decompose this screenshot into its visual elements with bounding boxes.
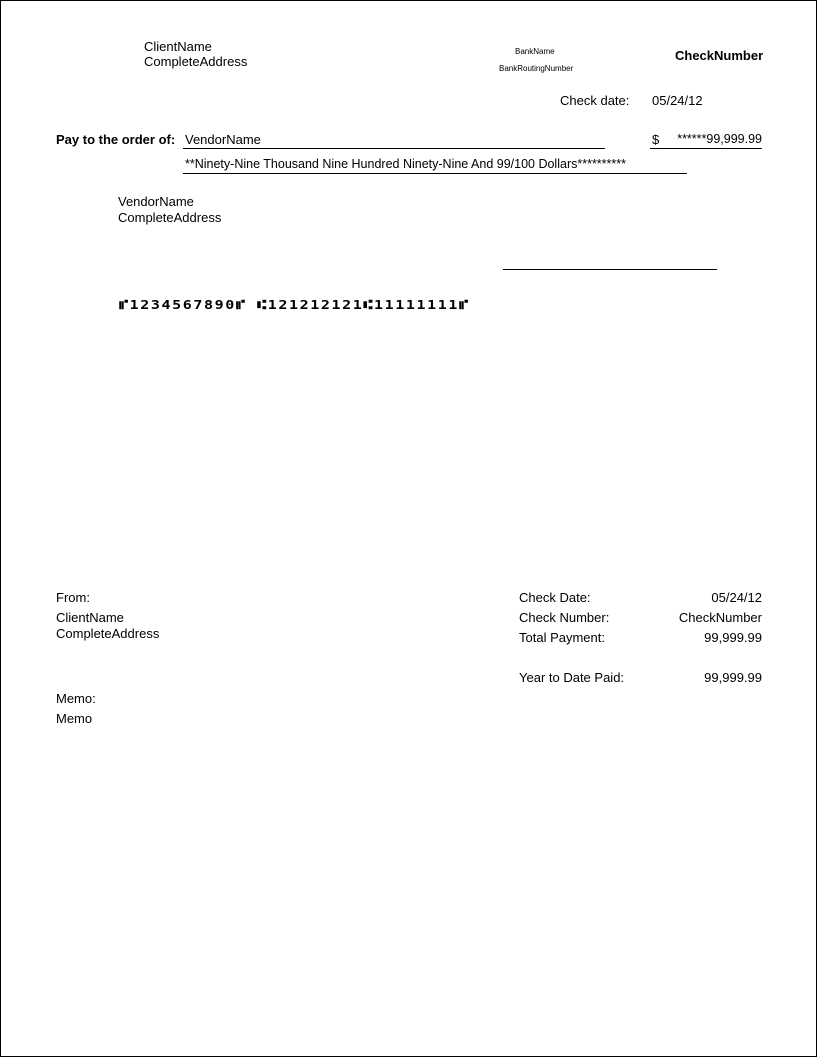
stub-ytd-value: 99,999.99	[704, 670, 762, 685]
stub-check-date-label: Check Date:	[519, 590, 591, 605]
stub-ytd-label: Year to Date Paid:	[519, 670, 625, 685]
stub-check-date-value: 05/24/12	[711, 590, 762, 605]
dollar-sign: $	[652, 132, 660, 147]
payee-name: VendorName	[185, 132, 261, 147]
stub-client-name: ClientName	[56, 610, 124, 625]
amount-underline	[650, 148, 762, 149]
vendor-name: VendorName	[118, 194, 194, 209]
bank-routing-number: BankRoutingNumber	[499, 64, 574, 73]
pay-to-label: Pay to the order of:	[56, 132, 176, 147]
amount-words-underline	[183, 173, 687, 174]
signature-line	[503, 269, 717, 270]
client-address: CompleteAddress	[144, 54, 248, 69]
stub-from-label: From:	[56, 590, 90, 605]
amount-in-words: **Ninety-Nine Thousand Nine Hundred Ninety-Nine And 99/100 Dollars**********	[185, 157, 626, 171]
stub-check-number-value: CheckNumber	[678, 610, 762, 625]
stub-total-payment-value: 99,999.99	[704, 630, 762, 645]
micr-line: ⑈1234567890⑈ ⑆121212121⑆11111111⑈	[119, 297, 470, 313]
stub-check-number-label: Check Number:	[519, 610, 610, 625]
check-date-label: Check date:	[560, 93, 630, 108]
check-amount: ******99,999.99	[677, 132, 762, 146]
bank-name: BankName	[515, 47, 555, 56]
check-date-value: 05/24/12	[652, 93, 703, 108]
stub-total-payment-label: Total Payment:	[519, 630, 605, 645]
check-number: CheckNumber	[675, 48, 764, 63]
stub-memo-value: Memo	[56, 711, 93, 726]
vendor-address: CompleteAddress	[118, 210, 222, 225]
payee-underline	[183, 148, 605, 149]
client-name: ClientName	[144, 39, 212, 54]
stub-memo-label: Memo:	[56, 691, 96, 706]
stub-client-address: CompleteAddress	[56, 626, 160, 641]
